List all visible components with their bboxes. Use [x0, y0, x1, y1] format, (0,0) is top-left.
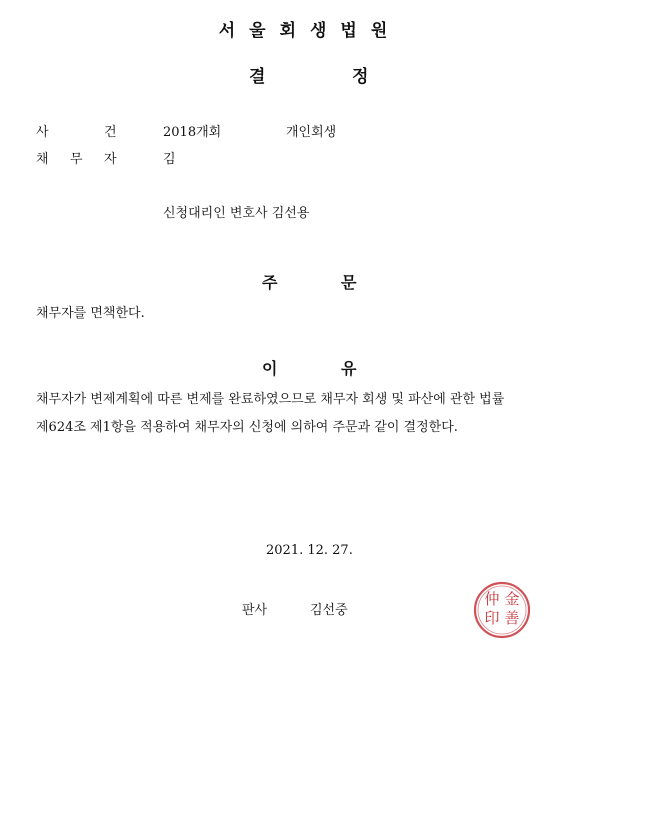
case-type: 개인회생 [286, 125, 337, 140]
order-heading-first: 주 [262, 273, 278, 292]
debtor-label-char: 채 [36, 152, 49, 167]
debtor-name: 김 [163, 152, 176, 167]
case-label-char: 건 [104, 125, 117, 140]
case-label-char: 사 [36, 125, 49, 140]
court-name: 서울회생법원 [218, 21, 402, 41]
reason-line-1: 채무자가 변제계획에 따른 변제를 완료하였으므로 채무자 회생 및 파산에 관한 법률 [36, 392, 505, 407]
judge-name: 김선중 [310, 603, 348, 618]
reason-heading-second: 유 [341, 359, 357, 378]
order-text: 채무자를 면책한다. [36, 306, 145, 321]
stamp-char: 仲 [484, 590, 500, 608]
stamp-char: 善 [504, 609, 520, 627]
stamp-char: 金 [504, 590, 520, 608]
order-heading-second: 문 [341, 273, 357, 292]
case-number: 2018개회 [163, 125, 222, 140]
judge-label: 판사 [242, 603, 268, 618]
decision-date: 2021. 12. 27. [266, 543, 353, 558]
reason-line-2: 제624조 제1항을 적용하여 채무자의 신청에 의하여 주문과 같이 결정한다. [36, 420, 458, 435]
reason-heading-first: 이 [262, 359, 278, 378]
judge-seal-stamp [472, 580, 532, 640]
doc-title-first: 결 [249, 67, 266, 87]
debtor-label-char: 자 [104, 152, 117, 167]
doc-title-second: 정 [352, 67, 369, 87]
debtor-label-char: 무 [70, 152, 83, 167]
attorney-line: 신청대리인 변호사 김선용 [163, 206, 310, 221]
stamp-char: 印 [484, 609, 500, 627]
